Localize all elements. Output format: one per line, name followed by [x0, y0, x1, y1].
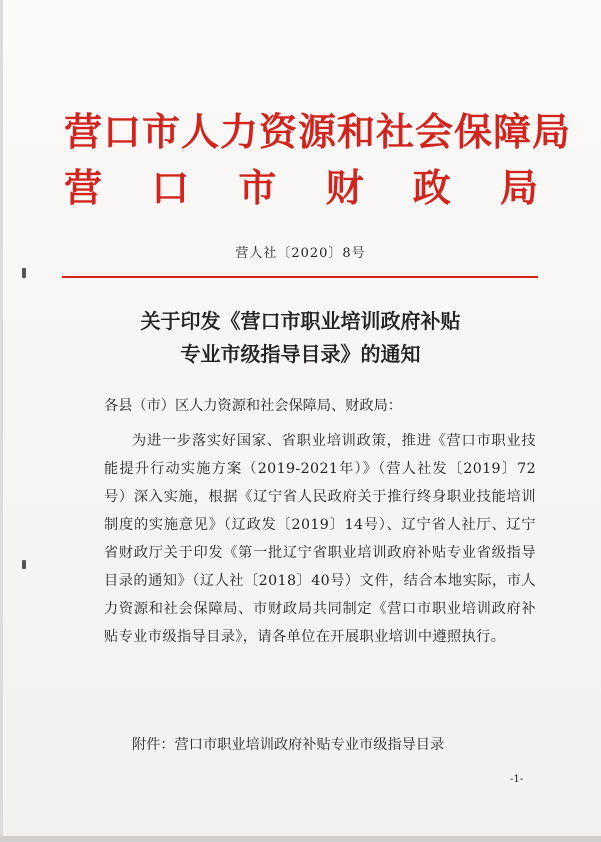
document-number: 营人社〔2020〕8号: [235, 246, 366, 261]
issuer-header-char: 营: [64, 166, 103, 210]
red-divider: [62, 276, 538, 278]
attachment-line: 附件：营口市职业培训政府补贴专业市级指导目录: [132, 737, 445, 753]
issuer-header-char: 口: [151, 166, 190, 210]
punch-mark: [22, 560, 26, 569]
issuer-header-char: 市: [238, 166, 277, 210]
issuer-header-char: 局: [499, 166, 538, 210]
scan-edge-left: [0, 0, 3, 842]
salutation: 各县（市）区人力资源和社会保障局、财政局：: [104, 398, 402, 414]
punch-mark: [22, 268, 26, 278]
body-paragraph: 为进一步落实好国家、省职业培训政策，推进《营口市职业技能提升行动实施方案（2019-2021年）》（营人社发〔2019〕72号）深入实施，根据《辽宁省人民政府关于推行终身职业技能培训制度的实施意见》（辽政发〔2019〕14号）、辽宁省人社厅、辽宁省财政厅关于印发《第一批辽宁省职业培训政府补贴专业省级指导目录的通知》（辽人社〔2018〕40号）文件，结合本地实际，市人力资源和社会保障局、市财政局共同制定《营口市职业培训政府补贴专业市级指导目录》，请各单位在开展职业培训中遵照执行。: [104, 433, 536, 645]
issuer-header-char: 财: [325, 166, 364, 210]
issuer-header-hrss: 营口市人力资源和社会保障局: [64, 110, 572, 154]
document-title-line2: 专业市级指导目录》的通知: [180, 342, 421, 366]
issuer-header-finance: [64, 166, 538, 210]
scan-edge-bottom: [0, 836, 601, 842]
document-title-line1: 关于印发《营口市职业培训政府补贴: [140, 309, 461, 333]
page-number: -1-: [510, 774, 524, 785]
issuer-header-char: 政: [412, 166, 451, 210]
